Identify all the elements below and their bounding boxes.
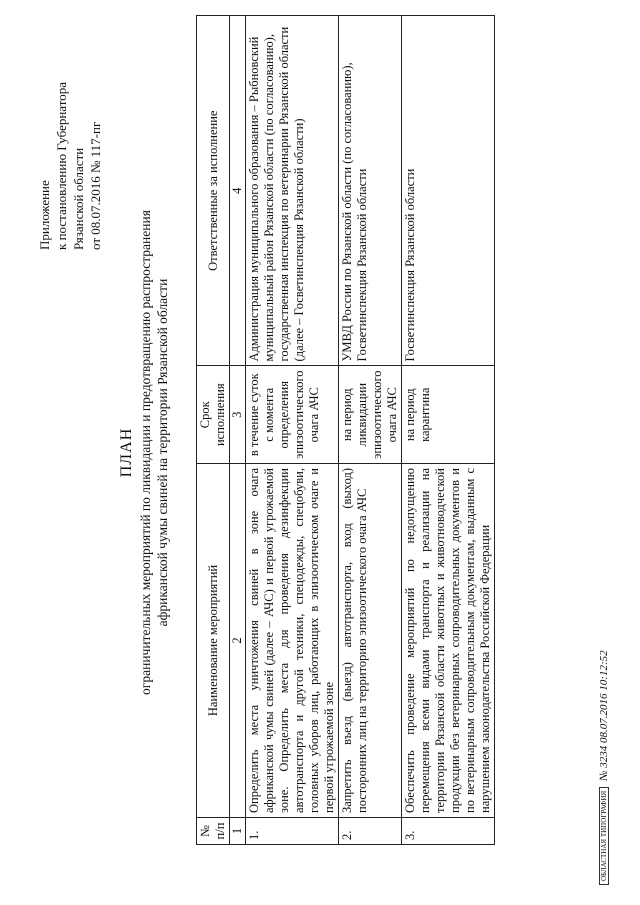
- row-num: 3.: [402, 818, 495, 845]
- header-term: Срок исполнения: [197, 366, 230, 464]
- row-term: в течение суток с момента определения эпизоотического очага АЧС: [246, 366, 339, 464]
- column-number: 2: [230, 464, 246, 818]
- row-responsible: УМВД России по Рязанской области (по согласованию), Госветинспекция Рязанской области: [339, 16, 402, 366]
- column-number: 4: [230, 16, 246, 366]
- row-responsible: Администрация муниципального образования – Рыбновский муниципальный район Рязанской области (по согласованию), государственная инспекция по ветеринарии Рязанской области (далее – Госветинспекция Рязанской области): [246, 16, 339, 366]
- header-num: № п/п: [197, 818, 230, 845]
- table-row: [402, 16, 495, 845]
- row-num: 2.: [339, 818, 402, 845]
- column-number: 3: [230, 366, 246, 464]
- appendix-line-2: к постановлению Губернатора: [54, 81, 69, 250]
- row-measure: Обеспечить проведение мероприятий по недопущению перемещения всеми видами транспорта и реализации на территории Рязанской области животных и животноводческой продукции без ветеринарных сопроводительных документов и по ветеринарным сопроводительным документам, выданным с нарушением законодательства Российской Федерации: [402, 464, 495, 818]
- document-registration-stamp: № 3234 08.07.2016 10:12:52: [598, 650, 610, 781]
- appendix-block: [36, 20, 104, 250]
- appendix-line-4: от 08.07.2016 № 117-пг: [88, 121, 103, 250]
- row-responsible: Госветинспекция Рязанской области: [402, 16, 495, 366]
- plan-heading: ПЛАН: [118, 427, 135, 478]
- row-measure: Запретить въезд (выезд) автотранспорта, вход (выход) посторонних лиц на территорию эпизоотического очага АЧС: [339, 464, 402, 818]
- plan-subtitle-line-2: африканской чумы свиней на территории Рязанской области: [155, 278, 170, 627]
- header-responsible: Ответственные за исполнение: [197, 16, 230, 366]
- measures-table: [196, 15, 495, 845]
- table-row: [339, 16, 402, 845]
- row-term: на период карантина: [402, 366, 495, 464]
- printing-seal-logo: ОБЛАСТНАЯ ТИПОГРАФИЯ: [599, 787, 609, 885]
- table-row: [246, 16, 339, 845]
- column-number: 1: [230, 818, 246, 845]
- appendix-line-3: Рязанской области: [71, 147, 86, 250]
- appendix-line-1: Приложение: [37, 180, 52, 250]
- header-name: Наименование мероприятий: [197, 464, 230, 818]
- column-numbers-row: [230, 16, 246, 845]
- footer-stamp: [598, 650, 610, 885]
- plan-subtitle-line-1: ограничительных мероприятий по ликвидации и предотвращению распространения: [138, 210, 153, 695]
- table-header-row: [197, 16, 230, 845]
- row-term: на период ликвидации эпизоотического очага АЧС: [339, 366, 402, 464]
- row-num: 1.: [246, 818, 339, 845]
- row-measure: Определить места уничтожения свиней в зоне очага африканской чумы свиней (далее – АЧС) и первой угрожаемой зоне. Определить места для проведения дезинфекции автотранспорта и другой техники, спецодежды, спецобуви, головных уборов лиц, работающих в эпизоотическом очаге и первой угрожаемой зоне: [246, 464, 339, 818]
